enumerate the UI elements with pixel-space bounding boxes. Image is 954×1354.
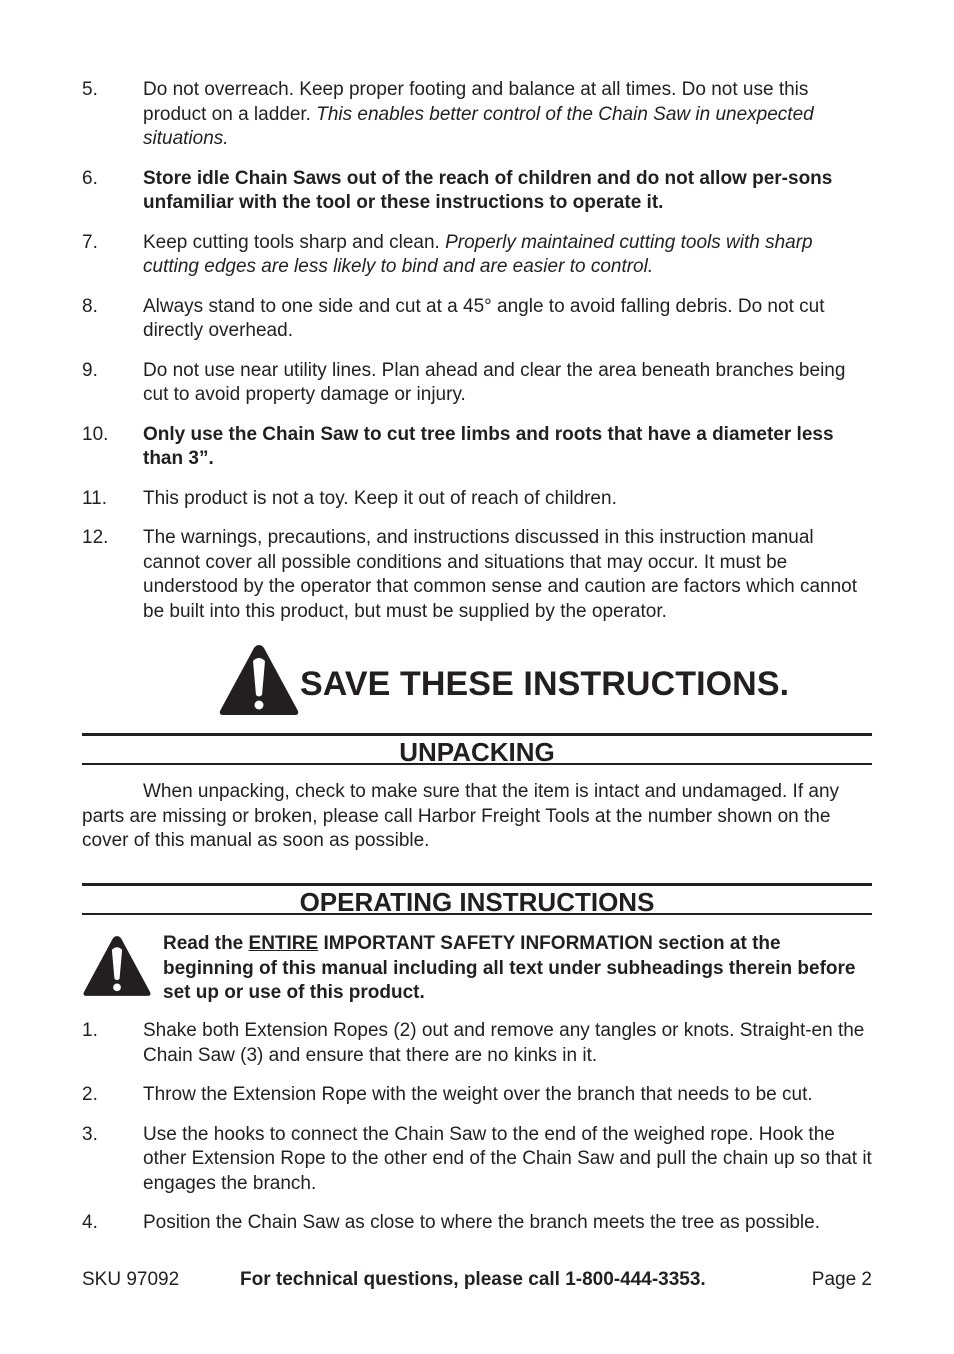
item-number: 9.: [82, 359, 98, 381]
list-item: [82, 1019, 872, 1068]
item-number: 5.: [82, 79, 98, 100]
item-bold-text: Store idle Chain Saws out of the reach of children and do not allow per-sons unfamiliar with the tool or these instructions to operate it.: [143, 167, 833, 213]
unpacking-heading: UNPACKING: [82, 733, 872, 765]
footer-tech-support: For technical questions, please call 1-800-444-3353.: [240, 1269, 706, 1290]
item-number: 6.: [82, 167, 98, 189]
list-item: [82, 1211, 872, 1236]
footer-sku: SKU 97092: [82, 1269, 180, 1290]
item-italic-text: This enables better control of the Chain Saw in unexpected situations.: [143, 103, 814, 149]
warning-triangle-icon: [82, 934, 152, 998]
warning-triangle-icon: [218, 643, 300, 717]
operating-heading: OPERATING INSTRUCTIONS: [82, 883, 872, 915]
item-text: Always stand to one side and cut at a 45° angle to avoid falling debris. Do not cut directly overhead.: [143, 295, 825, 341]
step-number: 1.: [82, 1020, 98, 1041]
list-item: [82, 359, 872, 408]
warning-text-start: Read the: [163, 933, 249, 954]
list-item: [82, 231, 872, 280]
step-text: Position the Chain Saw as close to where the branch meets the tree as possible.: [143, 1212, 820, 1233]
unpacking-text: When unpacking, check to make sure that the item is intact and undamaged. If any parts are missing or broken, please call Harbor Freight Tools at the number shown on the cover of this manual as soon as possible.: [82, 781, 840, 851]
item-bold-text: Only use the Chain Saw to cut tree limbs and roots that have a diameter less than 3”.: [143, 423, 834, 469]
step-number: 4.: [82, 1212, 98, 1233]
step-text: Throw the Extension Rope with the weight over the branch that needs to be cut.: [143, 1084, 813, 1105]
save-instructions-banner: [218, 643, 790, 717]
step-text: Shake both Extension Ropes (2) out and remove any tangles or knots. Straight-en the Chain Saw (3) and ensure that there are no kinks in it.: [143, 1020, 865, 1066]
operating-steps: [82, 1019, 872, 1236]
list-item: [82, 1123, 872, 1197]
safety-list: [82, 78, 872, 624]
list-item: [82, 423, 872, 472]
item-text: This product is not a toy. Keep it out of reach of children.: [143, 487, 617, 509]
list-item: [82, 526, 872, 624]
step-number: 3.: [82, 1123, 98, 1145]
list-item: [82, 295, 872, 344]
list-item: [82, 487, 872, 512]
item-text: Do not overreach. Keep proper footing and balance at all times. Do not use this product on a ladder.: [143, 79, 809, 125]
warning-text-emphasis: ENTIRE: [248, 933, 319, 954]
item-italic-text: Properly maintained cutting tools with sharp cutting edges are less likely to bind and are easier to control.: [143, 231, 813, 277]
list-item: [82, 1083, 872, 1108]
step-number: 2.: [82, 1084, 98, 1105]
step-text: Use the hooks to connect the Chain Saw to the end of the weighed rope. Hook the other Extension Rope to the other end of the Chain Saw and pull the chain up so that it engages the branch.: [143, 1123, 872, 1194]
warning-text: [163, 932, 863, 1006]
item-number: 10.: [82, 423, 109, 445]
footer-page-number: Page 2: [811, 1269, 872, 1290]
item-text: Do not use near utility lines. Plan ahead and clear the area beneath branches being cut to avoid property damage or injury.: [143, 359, 846, 405]
item-number: 7.: [82, 231, 98, 253]
save-banner-title: SAVE THESE INSTRUCTIONS.: [300, 665, 790, 703]
list-item: [82, 78, 872, 152]
list-item: [82, 167, 872, 216]
item-number: 8.: [82, 295, 98, 317]
warning-text-end: IMPORTANT SAFETY INFORMATION section at the beginning of this manual including all text under subheadings therein before set up or use of this product.: [163, 933, 856, 1003]
operating-warning: [82, 932, 872, 1002]
item-text: The warnings, precautions, and instructions discussed in this instruction manual cannot cover all possible conditions and situations that may occur. It must be understood by the operator that common sense and caution are factors which cannot be built into this product, but must be supplied by the operator.: [143, 527, 857, 622]
item-number: 12.: [82, 527, 109, 548]
item-number: 11.: [82, 487, 108, 509]
item-text: Keep cutting tools sharp and clean.: [143, 231, 446, 253]
